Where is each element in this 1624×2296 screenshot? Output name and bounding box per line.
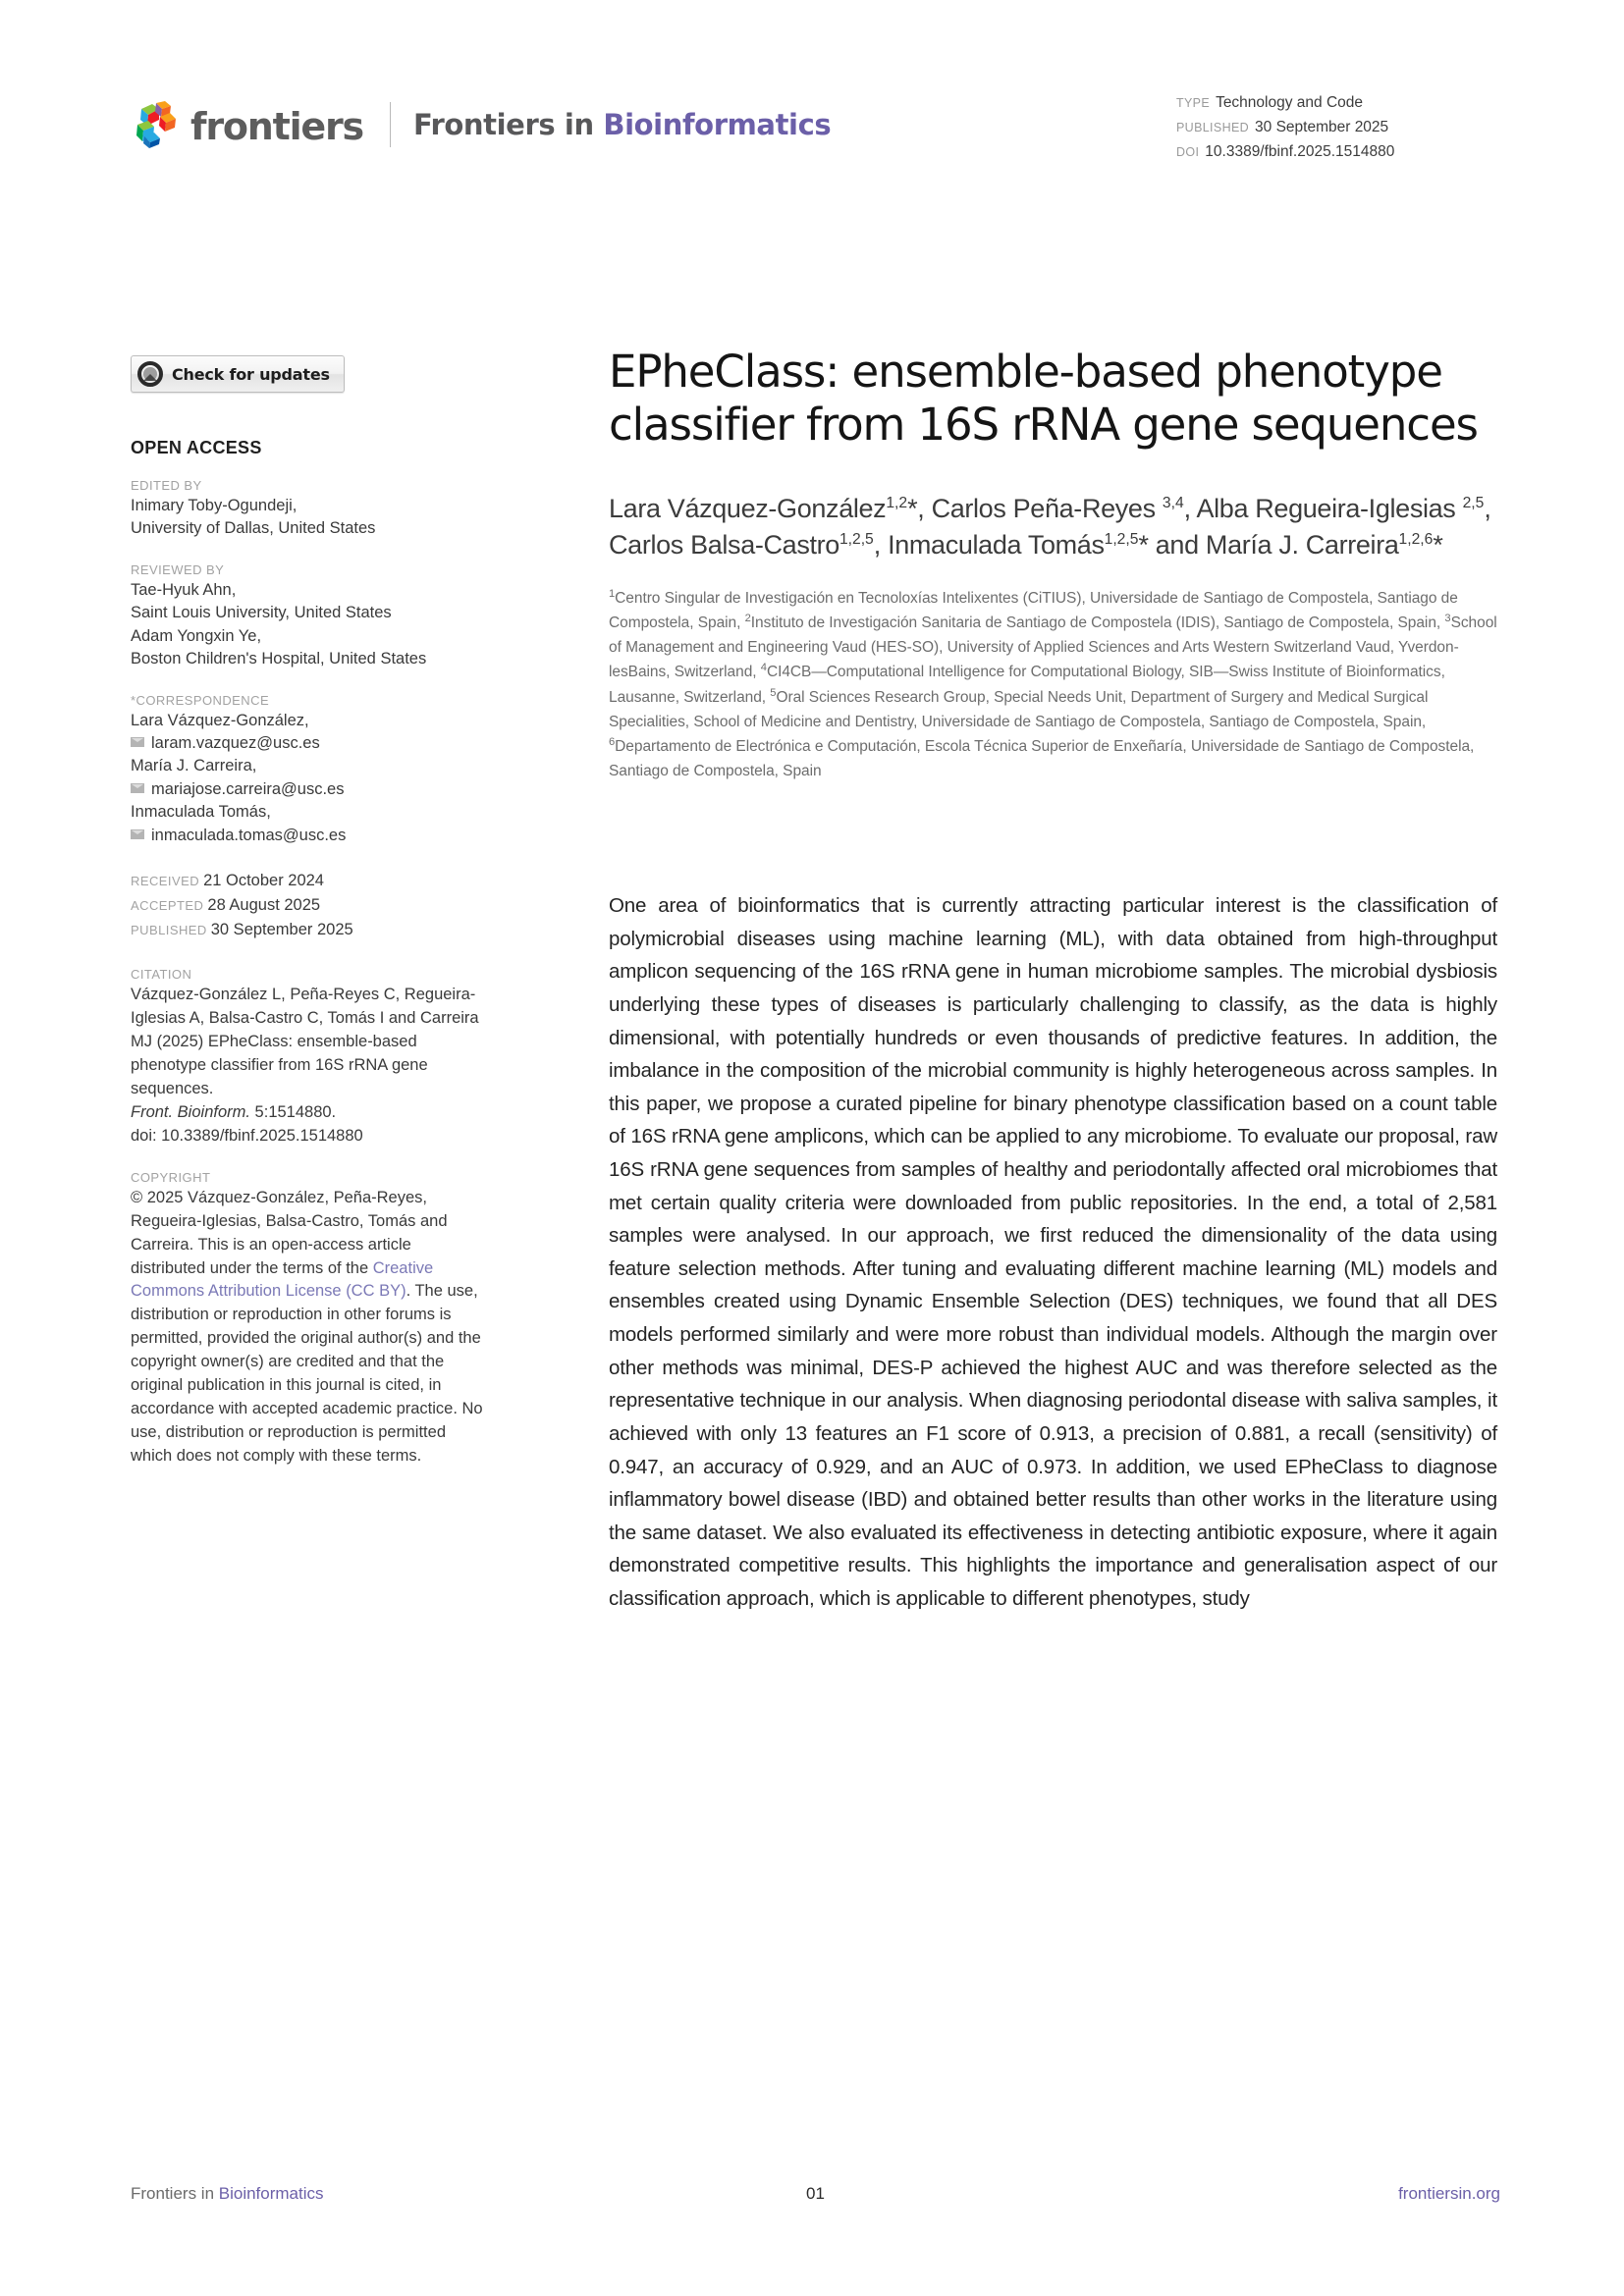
affiliation-text-3: School of Management and Engineering Vaud (HES-SO), University of Applied Sciences and Arts Western Switzerland Vaud, Yverdon-lesBains, Switzerland,	[609, 614, 1497, 681]
published-row	[131, 918, 486, 942]
affiliation-marker-1: 1	[609, 587, 616, 600]
author-name-5: Inmaculada Tomás	[888, 530, 1105, 561]
citation-journal: Front. Bioinform.	[131, 1102, 250, 1121]
meta-doi-row	[1176, 139, 1500, 164]
author-corresponding-marker-1: *	[907, 494, 918, 523]
meta-type-value: Technology and Code	[1216, 94, 1364, 111]
affiliation-text-2: Instituto de Investigación Sanitaria de Santiago de Compostela (IDIS), Santiago de Compostela, Spain,	[750, 614, 1445, 632]
dates-block	[131, 869, 486, 941]
copyright-block	[131, 1170, 486, 1468]
author-name-2: Carlos Peña-Reyes	[931, 494, 1163, 523]
footer-page-number: 01	[806, 2184, 825, 2203]
copyright-part-2: . The use, distribution or reproduction in other forums is permitted, provided the original author(s) and the copyright owner(s) are credited and that the original publication in this journal is cited, in accordance with accepted academic practice. No use, distribution or reproduction is permitted which does not comply with these terms.	[131, 1282, 483, 1465]
affiliation-text-6: Departamento de Electrónica e Computación, Escola Técnica Superior de Enxeñaría, Universidade de Santiago de Compostela, Santiago de Compostela, Spain	[609, 738, 1475, 779]
check-for-updates-label: Check for updates	[172, 364, 330, 384]
author-list	[609, 491, 1497, 564]
author-affiliation-marker-5: 1,2,5	[1104, 531, 1139, 549]
affiliation-marker-2: 2	[744, 613, 751, 625]
citation-text	[131, 984, 486, 1101]
affiliation-marker-3: 3	[1444, 613, 1451, 625]
meta-doi-label: DOI	[1176, 145, 1200, 160]
frontiers-wordmark: frontiers	[190, 105, 363, 148]
footer-website-link[interactable]: frontiersin.org	[1398, 2184, 1500, 2203]
published-label: PUBLISHED	[131, 922, 207, 937]
author-name-6: María J. Carreira	[1205, 530, 1399, 561]
reviewer-1-name: Tae-Hyuk Ahn,	[131, 580, 237, 599]
citation-locator: 5:1514880.	[249, 1102, 337, 1121]
accepted-label: ACCEPTED	[131, 897, 204, 913]
received-row	[131, 869, 486, 893]
author-affiliation-marker-4: 1,2,5	[839, 531, 874, 549]
envelope-icon	[131, 783, 144, 793]
envelope-icon	[131, 829, 144, 839]
meta-doi-value: 10.3389/fbinf.2025.1514880	[1205, 143, 1395, 161]
author-affiliation-marker-1: 1,2	[886, 495, 908, 511]
author-name-4: Carlos Balsa-Castro	[609, 530, 839, 561]
author-separator-2: ,	[1183, 494, 1197, 523]
citation-journal-line	[131, 1101, 486, 1125]
copyright-part-1: © 2025 Vázquez-González, Peña-Reyes, Regueira-Iglesias, Balsa-Castro, Tomás and Carreira. This is an open-access article distributed under the terms of the	[131, 1188, 448, 1277]
copyright-label: COPYRIGHT	[131, 1169, 211, 1185]
page-title: EPheClass: ensemble-based phenotype classifier from 16S rRNA gene sequences	[609, 346, 1478, 451]
affiliation-list	[609, 586, 1497, 784]
author-corresponding-marker-6: *	[1433, 530, 1443, 561]
edited-by-block	[131, 478, 486, 541]
correspondent-2-email[interactable]: mariajose.carreira@usc.es	[151, 779, 345, 798]
meta-published-label: PUBLISHED	[1176, 121, 1250, 135]
correspondent-1-name: Lara Vázquez-González,	[131, 711, 309, 729]
received-label: RECEIVED	[131, 874, 200, 889]
accepted-value: 28 August 2025	[207, 895, 321, 914]
author-affiliation-marker-3: 2,5	[1462, 495, 1485, 511]
citation-block	[131, 967, 486, 1148]
citation-label: CITATION	[131, 967, 192, 983]
author-name-1: Lara Vázquez-González	[609, 494, 887, 523]
correspondent-3-email-row[interactable]	[131, 825, 486, 847]
edited-by-name: Inimary Toby-Ogundeji,	[131, 497, 298, 514]
correspondent-1-email[interactable]: laram.vazquez@usc.es	[151, 733, 320, 752]
correspondent-2-email-row[interactable]	[131, 778, 486, 801]
author-corresponding-marker-5: *	[1138, 530, 1149, 561]
correspondent-2-name: María J. Carreira,	[131, 757, 257, 775]
affiliation-text-1: Centro Singular de Investigación en Tecnoloxías Intelixentes (CiTIUS), Universidade de Santiago de Compostela, Santiago de Compostela, Spain,	[609, 589, 1458, 632]
envelope-icon	[131, 737, 144, 747]
affiliation-marker-4: 4	[760, 662, 767, 674]
reviewer-2-affiliation: Boston Children's Hospital, United States	[131, 650, 427, 668]
reviewed-by-label: REVIEWED BY	[131, 561, 225, 577]
citation-main: Vázquez-González L, Peña-Reyes C, Regueira-Iglesias A, Balsa-Castro C, Tomás I and Carreira MJ (2025) EPheClass: ensemble-based phenotype classifier from 16S rRNA gene sequences.	[131, 986, 479, 1097]
abstract-text: One area of bioinformatics that is currently attracting particular interest is the classification of polymicrobial diseases using machine learning (ML), with data obtained from high-throughput amplicon sequencing of the 16S rRNA gene in human microbiome samples. The microbial dysbiosis underlying these types of diseases is particularly challenging to classify, as the data is highly dimensional, with potentially hundreds or even thousands of predictive features. In addition, the imbalance in the composition of the microbial community is highly heterogeneous across samples. In this paper, we propose a curated pipeline for binary phenotype classification based on a count table of 16S rRNA gene amplicons, which can be applied to any microbiome. To evaluate our proposal, raw 16S rRNA gene sequences from samples of healthy and periodontally affected oral microbiomes that met certain quality criteria were downloaded from public repositories. In the end, a total of 2,581 samples were analysed. In our approach, we first reduced the dimensionality of the data using feature selection methods. After tuning and evaluating different machine learning (ML) models and ensembles created using Dynamic Ensemble Selection (DES) techniques, we found that all DES models performed similarly and were more robust than individual models. Although the margin over other methods was minimal, DES-P achieved the highest AUC and was therefore selected as the representative technique in our analysis. When diagnosing periodontal disease with saliva samples, it achieved with only 13 features an F1 score of 0.913, a precision of 0.881, a recall (sensitivity) of 0.947, an accuracy of 0.929, and an AUC of 0.973. In addition, we used EPheClass to diagnose inflammatory bowel disease (IBD) and obtained better results than other works in the literature using the same dataset. We also evaluated its effectiveness in detecting antibiotic exposure, where it again demonstrated competitive results. This highlights the importance and generalisation aspect of our classification approach, which is applicable to different phenotypes, study	[609, 894, 1497, 1610]
footer-journal	[131, 2184, 324, 2204]
journal-title-accent: Bioinformatics	[603, 108, 832, 141]
meta-published-row	[1176, 115, 1500, 139]
author-separator-3: ,	[1484, 494, 1491, 523]
meta-type-row	[1176, 90, 1500, 115]
edited-by-label: EDITED BY	[131, 478, 202, 493]
author-separator-4: ,	[873, 530, 889, 561]
meta-published-value: 30 September 2025	[1255, 119, 1389, 136]
reviewer-1-affiliation: Saint Louis University, United States	[131, 604, 392, 622]
masthead	[131, 94, 831, 155]
correspondent-3-email[interactable]: inmaculada.tomas@usc.es	[151, 826, 347, 844]
copyright-text	[131, 1187, 486, 1468]
author-separator-5: and	[1148, 530, 1206, 561]
correspondent-3-name: Inmaculada Tomás,	[131, 803, 271, 822]
sidebar	[131, 355, 486, 1490]
reviewer-2-name: Adam Yongxin Ye,	[131, 626, 262, 645]
footer-journal-accent: Bioinformatics	[218, 2184, 324, 2203]
reviewed-by-block	[131, 562, 486, 671]
affiliation-text-5: Oral Sciences Research Group, Special Needs Unit, Department of Surgery and Medical Surgical Specialities, School of Medicine and Dentistry, Universidade de Santiago de Compostela, Santiago de Compostela, Spain,	[609, 689, 1429, 730]
cc-by-license-link[interactable]: Creative Commons Attribution License (CC BY)	[131, 1258, 434, 1301]
masthead-divider	[390, 102, 391, 147]
citation-doi: doi: 10.3389/fbinf.2025.1514880	[131, 1126, 363, 1145]
check-for-updates-button[interactable]	[131, 355, 345, 393]
main-column	[609, 346, 1497, 1616]
published-value: 30 September 2025	[210, 920, 353, 938]
page-footer	[131, 2184, 1500, 2204]
meta-type-label: TYPE	[1176, 96, 1211, 110]
edited-by-affiliation: University of Dallas, United States	[131, 519, 376, 538]
footer-journal-prefix: Frontiers in	[131, 2184, 219, 2203]
accepted-row	[131, 893, 486, 918]
correspondence-block	[131, 693, 486, 848]
correspondence-label: *CORRESPONDENCE	[131, 692, 270, 708]
open-access-heading: OPEN ACCESS	[131, 438, 262, 457]
frontiers-logo-icon	[131, 99, 182, 150]
crossmark-icon	[137, 361, 163, 387]
affiliation-marker-6: 6	[609, 736, 616, 749]
correspondent-1-email-row[interactable]	[131, 732, 486, 755]
affiliation-text-4: CI4CB—Computational Intelligence for Computational Biology, SIB—Swiss Institute of Bioinformatics, Lausanne, Switzerland,	[609, 664, 1445, 707]
article-meta-block	[1176, 90, 1500, 164]
received-value: 21 October 2024	[203, 872, 324, 890]
author-affiliation-marker-6: 1,2,6	[1398, 531, 1434, 549]
journal-title	[413, 108, 831, 141]
journal-title-prefix: Frontiers in	[412, 108, 604, 141]
author-separator-1: ,	[917, 494, 932, 523]
author-affiliation-marker-2: 3,4	[1162, 495, 1184, 511]
affiliation-marker-5: 5	[770, 686, 777, 699]
author-name-3: Alba Regueira-Iglesias	[1196, 494, 1463, 523]
